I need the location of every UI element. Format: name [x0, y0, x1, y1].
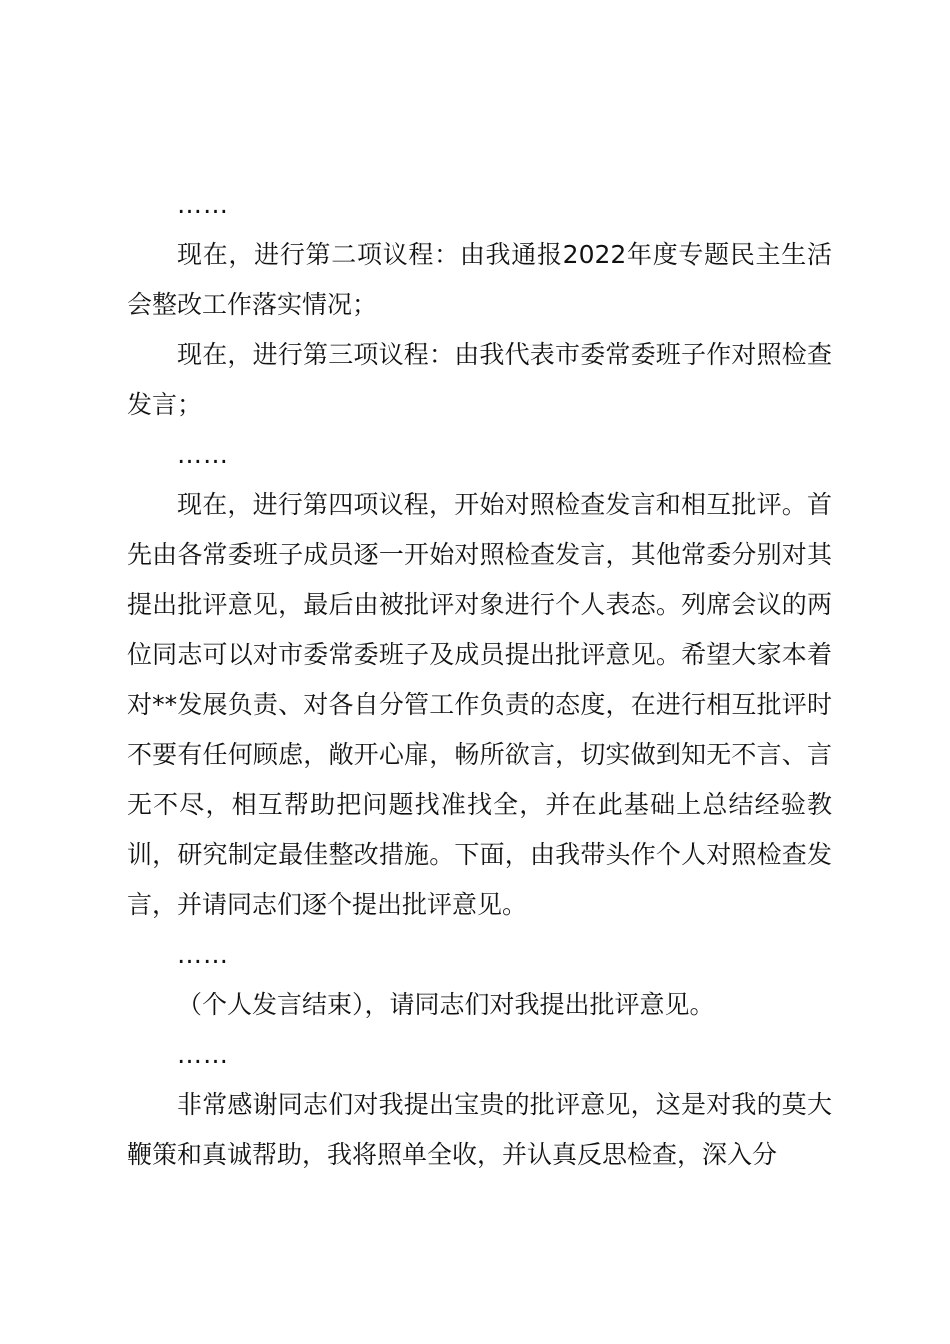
paragraph-agenda-item-2: 现在，进行第二项议程：由我通报2022年度专题民主生活会整改工作落实情况； — [127, 240, 832, 319]
ellipsis-line: …… — [177, 190, 229, 219]
paragraph-agenda-item-3: 现在，进行第三项议程：由我代表市委常委班子作对照检查发言； — [127, 340, 832, 419]
ellipsis-line: …… — [177, 940, 229, 969]
ellipsis-line: …… — [177, 440, 229, 469]
paragraph-agenda-item-4: 现在，进行第四项议程，开始对照检查发言和相互批评。首先由各常委班子成员逐一开始对照检查发言，其他常委分别对其提出批评意见，最后由被批评对象进行个人表态。列席会议的两位同志可以对市委常委班子及成员提出批评意见。希望大家本着对**发展负责、对各自分管工作负责的态度，在进行相互批评时不要有任何顾虑，敞开心扉，畅所欲言，切实做到知无不言、言无不尽，相互帮助把问题找准找全，并在此基础上总结经验教训，研究制定最佳整改措施。下面，由我带头作个人对照检查发言，并请同志们逐个提出批评意见。 — [127, 490, 832, 919]
paragraph-thanks: 非常感谢同志们对我提出宝贵的批评意见，这是对我的莫大鞭策和真诚帮助，我将照单全收，并认真反思检查，深入分 — [127, 1090, 832, 1169]
document-body — [127, 180, 832, 1180]
paragraph-speech-end: （个人发言结束），请同志们对我提出批评意见。 — [177, 990, 715, 1019]
ellipsis-line: …… — [177, 1040, 229, 1069]
